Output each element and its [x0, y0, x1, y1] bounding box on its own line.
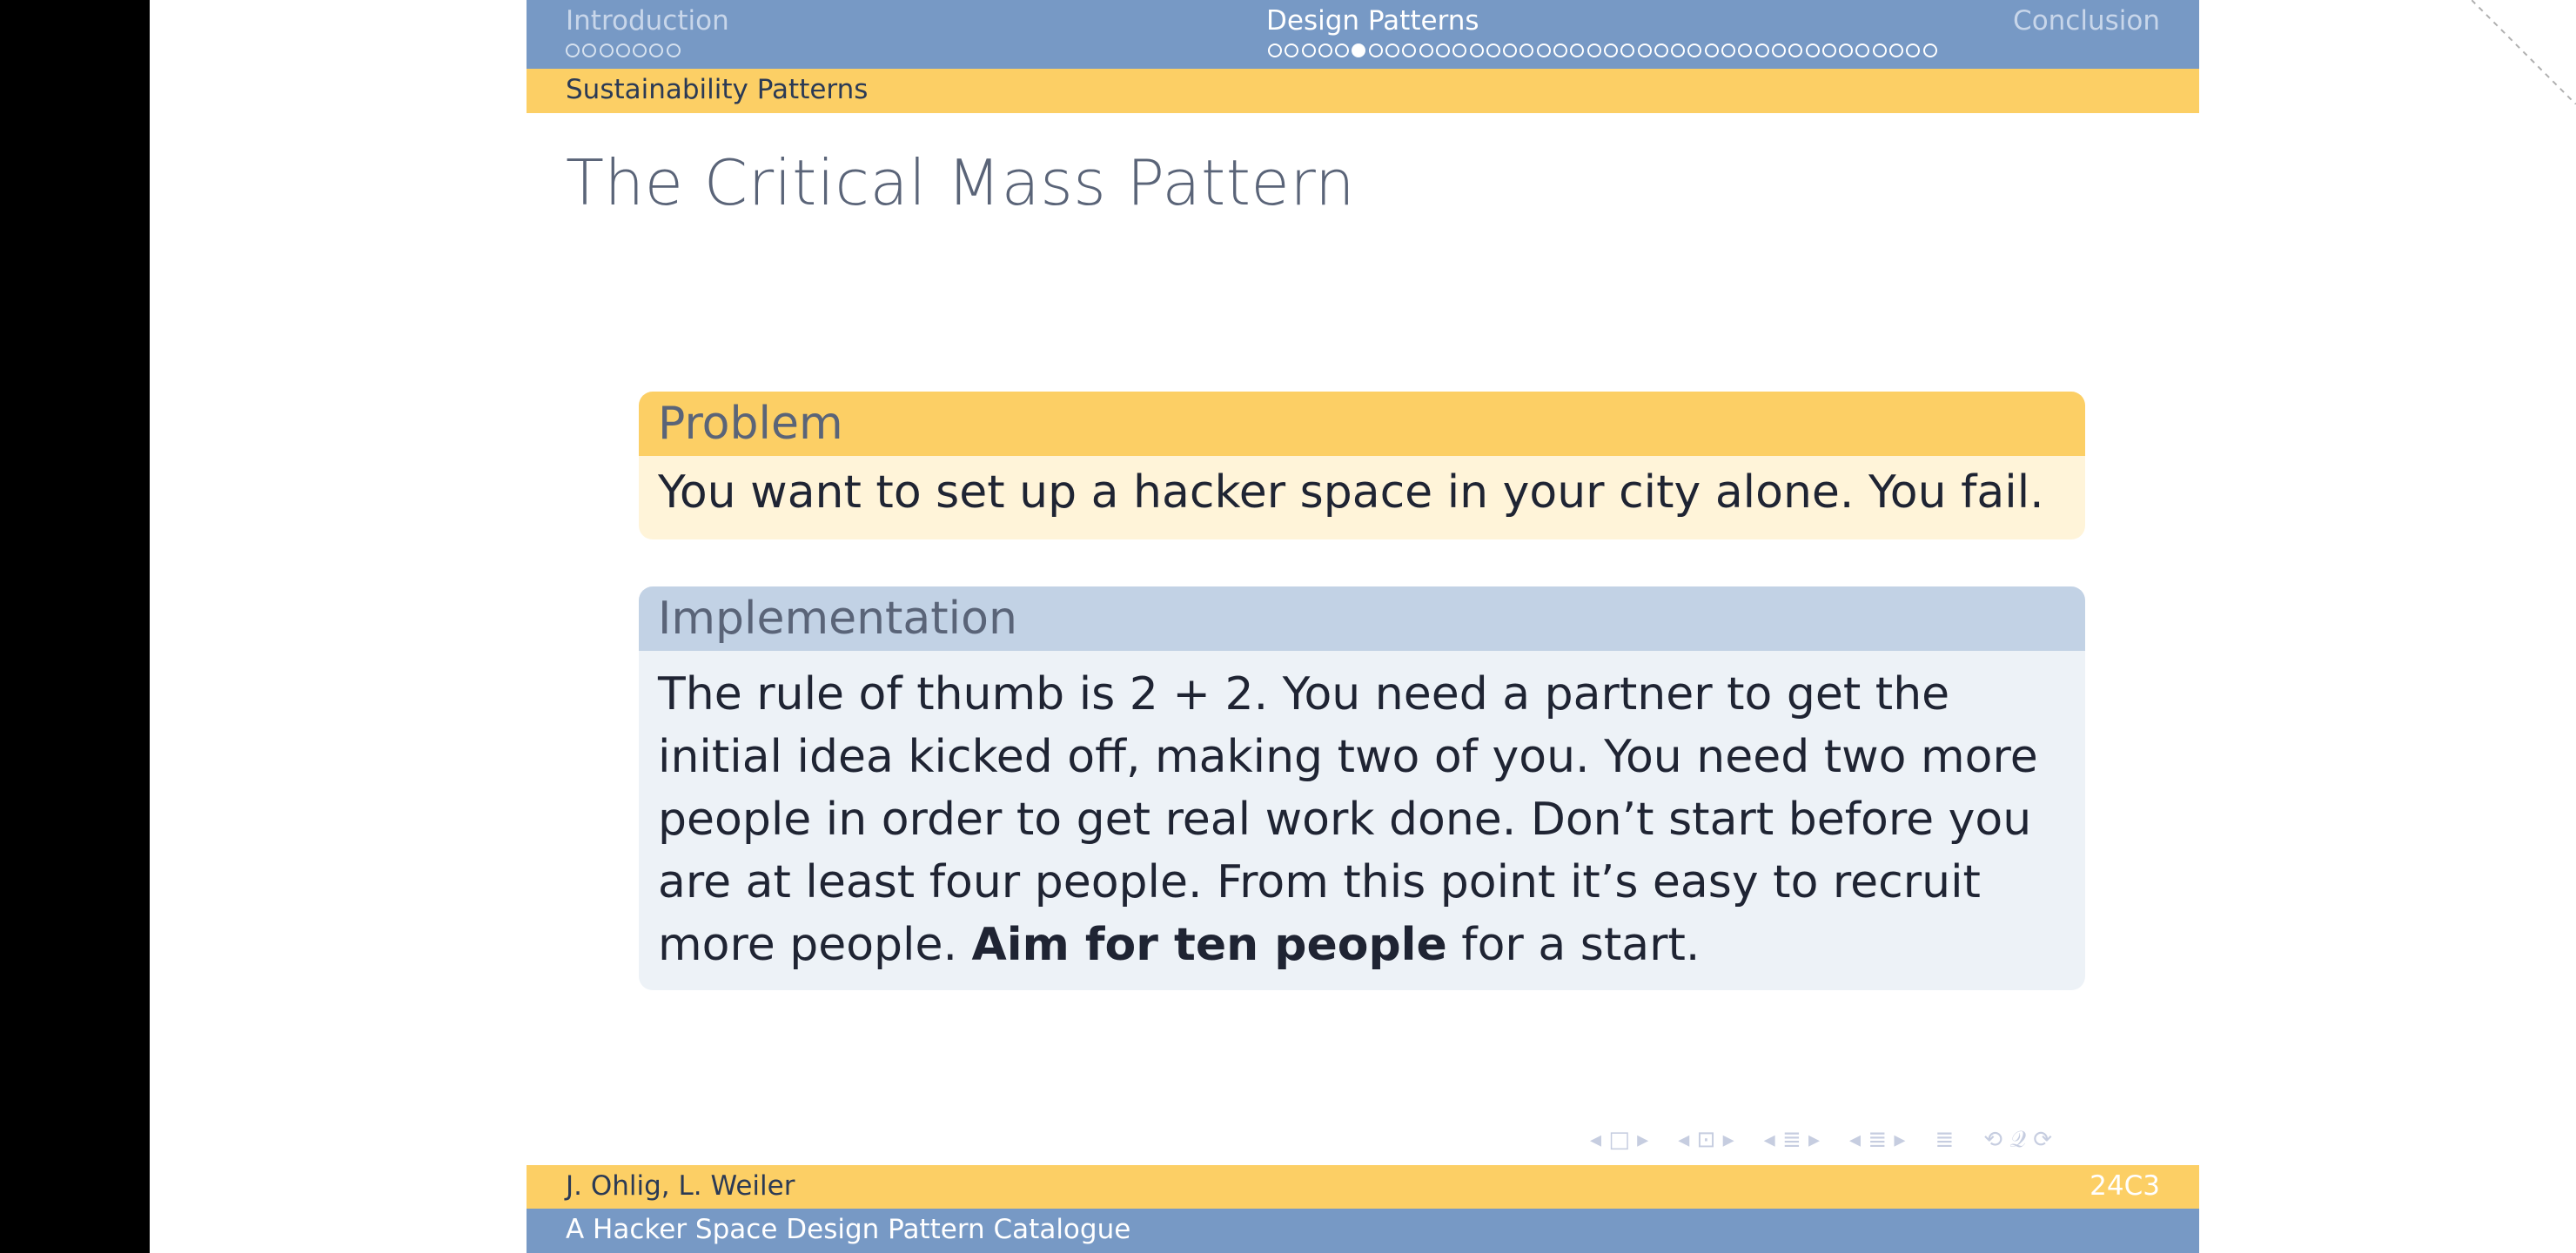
problem-block-title: Problem: [639, 392, 2085, 456]
nav-frame-icon[interactable]: ◂ □ ▸: [1590, 1127, 1649, 1153]
nav-dot-1-14[interactable]: [1503, 44, 1517, 57]
nav-dot-1-38[interactable]: [1906, 44, 1920, 57]
nav-document-icon[interactable]: ◂ ≣ ▸: [1849, 1127, 1906, 1153]
footer-title-bar: [527, 1209, 2199, 1253]
nav-dot-1-8[interactable]: [1402, 44, 1416, 57]
nav-dot-1-3[interactable]: [1318, 44, 1332, 57]
frame-title: The Critical Mass Pattern: [566, 146, 1356, 219]
nav-dot-1-17[interactable]: [1553, 44, 1567, 57]
nav-dot-1-1[interactable]: [1285, 44, 1298, 57]
nav-dot-1-23[interactable]: [1654, 44, 1668, 57]
nav-search-icon[interactable]: ⟲ 𝒬 ⟳: [1983, 1126, 2053, 1153]
nav-dot-1-37[interactable]: [1889, 44, 1903, 57]
nav-dot-1-39[interactable]: [1923, 44, 1937, 57]
nav-dot-1-13[interactable]: [1486, 44, 1500, 57]
problem-block: [639, 392, 2085, 539]
nav-dot-0-4[interactable]: [633, 44, 647, 57]
nav-dot-0-6[interactable]: [667, 44, 681, 57]
impl-text-1: The rule of thumb is: [658, 668, 1130, 720]
nav-dot-1-4[interactable]: [1335, 44, 1349, 57]
problem-block-body: You want to set up a hacker space in your city alone. You fail.: [639, 456, 2085, 539]
implementation-block-body: [639, 651, 2085, 990]
impl-text-2: . You need a partner to get the initial idea kicked off, making two of you. You need two more people in order to get real work done. Don’t start before you are at least four people. From this point it’s easy to recruit more people.: [658, 668, 2038, 971]
nav-dots-introduction: [566, 44, 681, 59]
nav-subsection-icon[interactable]: ◂ ⊡ ▸: [1678, 1127, 1734, 1153]
nav-dot-1-28[interactable]: [1738, 44, 1752, 57]
nav-dot-1-5[interactable]: [1352, 44, 1365, 57]
impl-bold-text: Aim for ten people: [971, 919, 1447, 971]
footer-authors: J. Ohlig, L. Weiler: [566, 1170, 795, 1202]
nav-section-design-patterns[interactable]: Design Patterns: [1266, 5, 1479, 37]
nav-dot-1-35[interactable]: [1855, 44, 1869, 57]
nav-dot-1-30[interactable]: [1772, 44, 1786, 57]
nav-dot-1-12[interactable]: [1470, 44, 1484, 57]
nav-appendix-icon[interactable]: ≣: [1935, 1127, 1955, 1153]
beamer-navigation-symbols: [1590, 1122, 2052, 1157]
nav-dot-1-6[interactable]: [1369, 44, 1383, 57]
nav-dot-1-11[interactable]: [1452, 44, 1466, 57]
nav-dot-1-24[interactable]: [1671, 44, 1685, 57]
nav-dot-1-22[interactable]: [1638, 44, 1652, 57]
implementation-block-title: Implementation: [639, 586, 2085, 651]
nav-section-conclusion[interactable]: Conclusion: [2013, 5, 2160, 37]
nav-dot-0-2[interactable]: [600, 44, 614, 57]
nav-dot-1-15[interactable]: [1519, 44, 1533, 57]
nav-dot-1-36[interactable]: [1873, 44, 1887, 57]
nav-dot-1-10[interactable]: [1436, 44, 1450, 57]
section-navigation-bar: [527, 0, 2199, 69]
nav-dot-1-29[interactable]: [1755, 44, 1769, 57]
nav-section-icon[interactable]: ◂ ≣ ▸: [1763, 1127, 1821, 1153]
footer-author-bar: [527, 1165, 2199, 1209]
nav-dot-1-33[interactable]: [1822, 44, 1836, 57]
nav-dot-0-3[interactable]: [616, 44, 630, 57]
nav-dot-0-0[interactable]: [566, 44, 580, 57]
corner-dashed-line: [2472, 0, 2576, 104]
nav-dot-1-2[interactable]: [1302, 44, 1316, 57]
slide: [527, 0, 2199, 1253]
implementation-block: [639, 586, 2085, 990]
nav-dot-1-16[interactable]: [1537, 44, 1551, 57]
nav-dot-0-5[interactable]: [649, 44, 663, 57]
impl-text-3: for a start.: [1446, 919, 1701, 971]
nav-dot-1-26[interactable]: [1705, 44, 1719, 57]
nav-dot-1-20[interactable]: [1604, 44, 1618, 57]
nav-dot-1-9[interactable]: [1419, 44, 1433, 57]
nav-dot-1-19[interactable]: [1587, 44, 1601, 57]
footer-event: 24C3: [2090, 1170, 2160, 1202]
nav-dot-1-27[interactable]: [1721, 44, 1735, 57]
nav-section-introduction[interactable]: Introduction: [566, 5, 729, 37]
left-black-margin: [0, 0, 150, 1253]
footer-title: A Hacker Space Design Pattern Catalogue: [566, 1214, 1131, 1245]
subsection-label: Sustainability Patterns: [566, 74, 869, 105]
nav-dot-1-0[interactable]: [1268, 44, 1282, 57]
impl-math-2plus2: 2 + 2: [1129, 668, 1254, 720]
nav-dots-design-patterns: [1268, 44, 1937, 59]
nav-dot-1-7[interactable]: [1385, 44, 1399, 57]
nav-dot-1-18[interactable]: [1570, 44, 1584, 57]
nav-dot-1-25[interactable]: [1687, 44, 1701, 57]
nav-dot-1-21[interactable]: [1620, 44, 1634, 57]
nav-dot-1-31[interactable]: [1788, 44, 1802, 57]
subsection-bar: [527, 69, 2199, 113]
nav-dot-1-32[interactable]: [1806, 44, 1820, 57]
nav-dot-1-34[interactable]: [1839, 44, 1853, 57]
nav-dot-0-1[interactable]: [582, 44, 596, 57]
